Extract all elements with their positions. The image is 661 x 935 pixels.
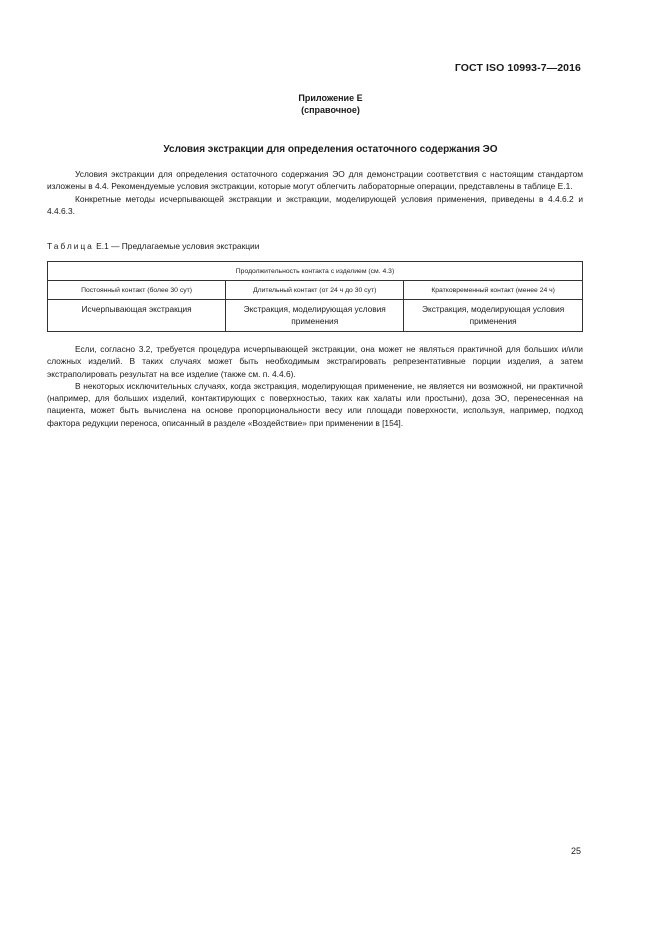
column-header-prolonged: Длительный контакт (от 24 ч до 30 сут)	[226, 281, 404, 300]
after-paragraph-1: Если, согласно 3.2, требуется процедура исчерпывающей экстракции, она может не являться практичной для больших и/или сложных изделий. В таких случаях может быть необходимым экстрагировать репрезентативные порции изделия, а затем экстраполировать результат на все изделие (также см. п. 4.4.6).	[47, 344, 583, 379]
page-number: 25	[570, 846, 581, 856]
intro-text	[47, 168, 583, 217]
table-caption-text: Е.1 — Предлагаемые условия экстракции	[93, 241, 260, 251]
intro-paragraph-2: Конкретные методы исчерпывающей экстракции и экстракции, моделирующей условия применения, приведены в 4.4.6.2 и 4.4.6.3.	[47, 193, 583, 216]
table-group-header: Продолжительность контакта с изделием (см. 4.3)	[48, 262, 583, 281]
table-caption-label: Таблица	[47, 241, 94, 251]
intro-paragraph-1: Условия экстракции для определения остаточного содержания ЭО для демонстрации соответствия с настоящим стандартом изложены в 4.4. Рекомендуемые условия экстракции, которые могут облегчить лабораторные операции, представлены в таблице Е.1.	[47, 169, 583, 192]
extraction-conditions-table	[47, 261, 583, 332]
after-paragraph-2: В некоторых исключительных случаях, когда экстракция, моделирующая применение, не является ни возможной, ни практичной (например, для больших изделий, контактирующих с поверхностью, таких как халаты или простыни), доза ЭО, перенесенная на пациента, может быть вычислена на основе пропорциональности весу или площади поверхности, используя, например, подход фактора редукции переноса, описанный в разделе «Воздействие» при применении в [154].	[47, 380, 583, 428]
table-row	[48, 300, 583, 332]
table-caption	[47, 241, 259, 251]
document-header: ГОСТ ISO 10993-7—2016	[454, 62, 581, 74]
after-table-text	[47, 343, 583, 429]
column-header-limited: Кратковременный контакт (менее 24 ч)	[404, 281, 583, 300]
table-cell: Экстракция, моделирующая условия применения	[226, 300, 404, 332]
column-header-permanent: Постоянный контакт (более 30 сут)	[48, 281, 226, 300]
table-cell: Исчерпывающая экстракция	[48, 300, 226, 332]
table-cell: Экстракция, моделирующая условия применения	[404, 300, 583, 332]
annex-subtitle: (справочное)	[301, 105, 360, 115]
annex-title: Приложение Е	[298, 93, 363, 103]
section-title: Условия экстракции для определения остаточного содержания ЭО	[163, 144, 498, 155]
annex-heading	[0, 92, 661, 116]
